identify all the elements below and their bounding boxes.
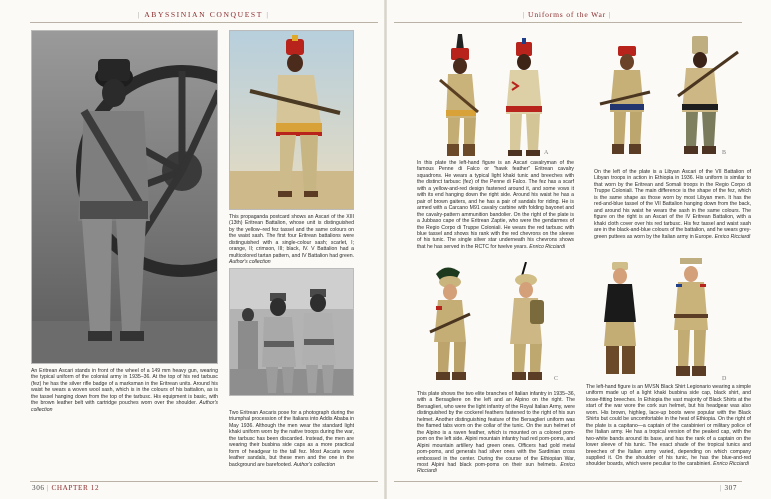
left-running-head: | ABYSSINIAN CONQUEST |: [138, 10, 270, 19]
plate-b-illustration: [592, 32, 742, 162]
caption-plate-d: [586, 384, 751, 468]
plate-letter-b: B: [722, 150, 727, 156]
caption-ascari-cannon-credit: Author's collection: [31, 400, 218, 413]
plate-letter-a: A: [544, 150, 549, 156]
caption-postcard-credit: Author's collection: [229, 259, 271, 266]
caption-postcard: [229, 214, 354, 266]
left-chapter-label: CHAPTER 12: [51, 484, 100, 492]
plate-letter-d: D: [722, 376, 727, 382]
left-bottom-rule: [30, 481, 378, 482]
plate-a-illustration: [418, 32, 568, 162]
caption-plate-b: [594, 169, 751, 240]
caption-plate-a-credit: Enrico Ricciardi: [529, 243, 566, 250]
left-page-number: 306: [32, 484, 45, 492]
photo-ascari-cannon: [31, 30, 218, 364]
caption-plate-c-credit: Enrico Ricciardi: [417, 461, 575, 475]
photo-two-ascari-image: [230, 269, 354, 396]
plate-c-illustration: [426, 262, 576, 384]
plate-b-figures: [592, 32, 742, 162]
caption-plate-d-text: The left-hand figure is an MVSN Black Shirt Legionario wearing a simple uniform made up of a light khaki busbina side cap, black shirt, and loose-fitting breeches. In Ethiopia the vast majority of Black Shirts at the start of the war wore the cork sun helmet, but his headgear was also worn. His brown, highleg, lace-up boots were popular with the Black Shirts but could be uncomfortable in the heat of Ethiopia. On the right of the plate is a capitano—a captain of the carabinieri or military police of the Italian army. He has a tropical version of the peaked cap, with the two-white bands around its base, and has the rank of a captain on the lower sleeve of his tunic. The exact shade of the tropical tunics and breeches of the Italian army varied, depending on which company supplied it. On the shoulder of his tunic, he has the blue-and-red shoulder boards, which were peculiar to the carabinieri.: [586, 384, 751, 468]
plate-a-figures: [418, 32, 568, 162]
caption-two-ascari: [229, 410, 354, 468]
caption-plate-b-text: On the left of the plate is a Libyan Ascari of the VII Battalion of Libyan troops in action in Ethiopia in 1936. His uniform is similar to that worn by the Eritrean and Somali troops in the Regio Corpo di Truppe Coloniali. The main difference is the shape of the fez, which is the same shape as those worn by most Libyan men. It has the red-and-blue tassel of the VII Battalion hanging down from the back, and around his waist he wears the sash in the same colours. The figure on the right is an Ascari of the IV Eritrean Battalion, with a khaki cloth cover over his red tarbusc. His fez tassel and waist sash are in the black-and-blue colours of the battalion, and he wears grey-green puttees as worn by the Italian army in Europe.: [594, 169, 751, 240]
caption-plate-a-text: In this plate the left-hand figure is an Ascari cavalryman of the famous Penne di Falco or "hawk feather" Eritrean cavalry squadrons. He wears a typical light khaki tunic and breeches with the distinct tarbusc (fez) of the Penne di Falco. The fez has a scarf with a yellow-and-red design fastened around it, and some vows it with its end hanging down the right side. Around his waist he has a pair of brown gaiters, and he has a pair of sandals for riding. He is armed with a Carcano M91 cavalry carbine with folding bayonet and the cavalry-pattern ammunition bandolier. On the right of the plate is a Jubbaso cape of the Eritrean Zaptie, who were the gendarmes of the Regio Corpo di Truppe Coloniali. He wears the red tarbusc with blue tassel and shows his rank with the red chevrons on the sleeve of his tunic. The single silver star underneath his chevrons shows that he has served in the RCTC for twelve years.: [417, 160, 574, 250]
caption-two-ascari-text: Two Eritrean Ascaris pose for a photograph during the triumphal procession of the Italians into Addis Ababa in May 1936. Although the men wear the standard light khaki uniform worn by the native troops during the war, the tarbusc has been discarded. Instead, the men are wearing their busbina side caps as a more practical form of headgear to the tall fez. Most Ascaris wore leather sandals, but these men and the one in the background are barefooted.: [229, 410, 354, 468]
caption-two-ascari-credit: Author's collection: [293, 461, 336, 468]
right-page-number: 307: [724, 484, 738, 492]
caption-ascari-cannon-text: An Eritrean Ascari stands in front of the wheel of a 149 mm heavy gun, wearing the typical uniform of the colonial army in 1935–36. At the top of his red tarbusc (fez) he has the silver rifle badge of a marksman in the Eritrean units. Around his waist he wears a woven wool sash, which is in the colours of his battalion, as is the tassel hanging down from the top of the tarbusc. His equipment is basic, with the brown leather belt with cartridge pouches worn over the shoulder.: [31, 368, 218, 407]
caption-plate-a: [417, 160, 574, 250]
photo-ascari-cannon-image: [32, 31, 218, 364]
right-running-head: | Uniforms of the War |: [523, 10, 611, 19]
right-running-head-title: Uniforms of the War: [528, 10, 606, 19]
caption-postcard-text: This propaganda postcard shows an Ascari of the XIII (13th) Eritrean Battalion, whose unit is distinguished by the yellow–red fez tassel and the same colours on the waist sash. The first four Eritrean battalions were distinguished with a single-colour sash; scarlet, I; orange, II; crimson, III; black, IV. V Battalion had a multicolored tartan pattern, and IV Battalion had green.: [229, 214, 354, 259]
caption-plate-d-credit: Enrico Ricciardi: [713, 461, 749, 468]
caption-plate-c: [417, 391, 575, 475]
postcard-ascari-image: [230, 31, 354, 210]
plate-letter-c: C: [554, 376, 559, 382]
caption-plate-c-text: This plate shows the two elite branches of Italian infantry in 1935–36, with a Bersagliere on the left and an Alpino on the right. The Bersaglieri, who were the light infantry of the Royal Italian Army, were distinguished by the cockerel feathers fastened to the right of his sun helmet. Another distinguishing feature of the Bersaglieri uniform was the flamed tabs worn on the collar of the tunic. On the sun helmet of the Alpino is a raven feather, which is mounted on a colored pom-pom on the left side. Alpini mountain infantry had red pom-poms, and Alpini mountain artillery had green ones. Officers had gold metal pom-poms, and generals had silver ones with the Sardinian cross embossed in the center. During the course of the Ethiopian War, most Alpini had black pom-poms on their sun helmets.: [417, 391, 575, 468]
right-folio: | 307: [720, 484, 738, 492]
right-page: [386, 0, 771, 499]
left-top-rule: [30, 22, 378, 23]
plate-d-illustration: [596, 250, 746, 382]
caption-ascari-cannon: [31, 368, 218, 413]
photo-two-ascari: [229, 268, 354, 396]
plate-d-figures: [596, 250, 746, 382]
left-folio: 306 | CHAPTER 12: [32, 484, 100, 492]
left-page: [0, 0, 385, 499]
caption-plate-b-credit: Enrico Ricciardi: [714, 233, 751, 240]
plate-c-figures: [426, 262, 576, 384]
postcard-ascari: [229, 30, 354, 210]
right-top-rule: [394, 22, 742, 23]
left-running-head-title: ABYSSINIAN CONQUEST: [144, 10, 263, 19]
right-bottom-rule: [394, 481, 742, 482]
